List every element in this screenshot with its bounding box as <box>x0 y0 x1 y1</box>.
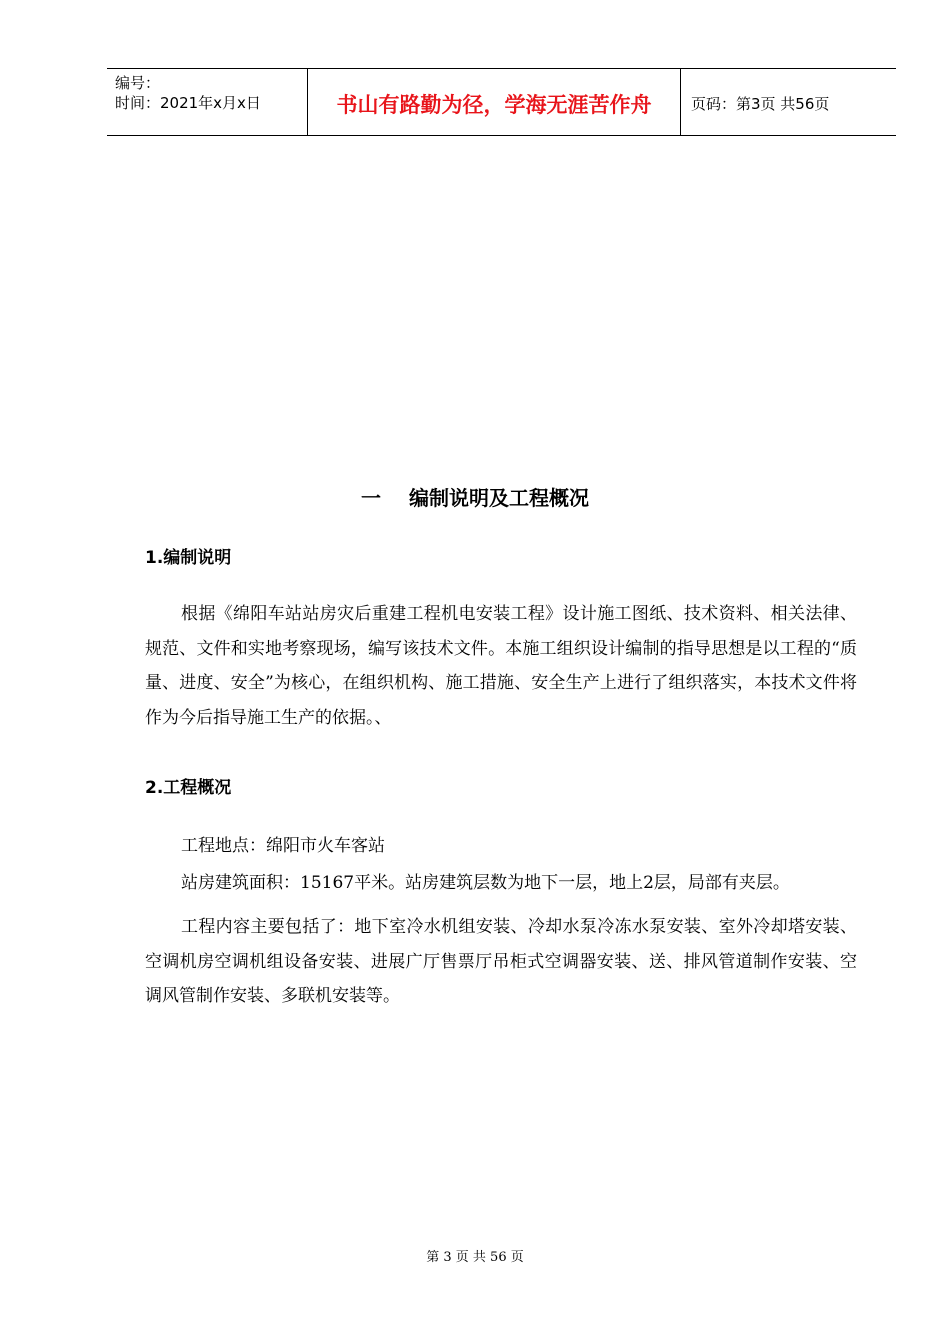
header-meta-cell <box>107 69 308 135</box>
time-label: 时间：2021年x月x日 <box>115 94 261 112</box>
project-area: 站房建筑面积：15167平米。站房建筑层数为地下一层，地上2层，局部有夹层。 <box>181 873 790 893</box>
chapter-title <box>0 482 950 511</box>
project-location: 工程地点：绵阳市火车客站 <box>181 836 385 856</box>
header-page-number: 页码：第3页 共56页 <box>691 94 830 113</box>
section-heading-project-overview: 2.工程概况 <box>145 778 232 798</box>
chapter-title-text: 编制说明及工程概况 <box>409 486 589 510</box>
compile-notes-paragraph: 根据《绵阳车站站房灾后重建工程机电安装工程》设计施工图纸、技术资料、相关法律、规范、文件和实地考察现场，编写该技术文件。本施工组织设计编制的指导思想是以工程的“质量、进度、安全”为核心，在组织机构、施工措施、安全生产上进行了组织落实，本技术文件将作为今后指导施工生产的依据。、 <box>145 604 857 728</box>
page-header <box>107 68 896 136</box>
section-heading-compile-notes: 1.编制说明 <box>145 548 232 568</box>
project-content-paragraph: 工程内容主要包括了：地下室冷水机组安装、冷却水泵冷冻水泵安装、室外冷却塔安装、空调机房空调机组设备安装、进展广厅售票厅吊柜式空调器安装、送、排风管道制作安装、空调风管制作安装、多联机安装等。 <box>145 917 857 1006</box>
chapter-number: 一 <box>361 486 381 510</box>
serial-number-label: 编号： <box>115 74 161 92</box>
header-motto: 书山有路勤为径，学海无涯苦作舟 <box>308 69 681 135</box>
page-footer: 第 3 页 共 56 页 <box>426 1250 524 1265</box>
